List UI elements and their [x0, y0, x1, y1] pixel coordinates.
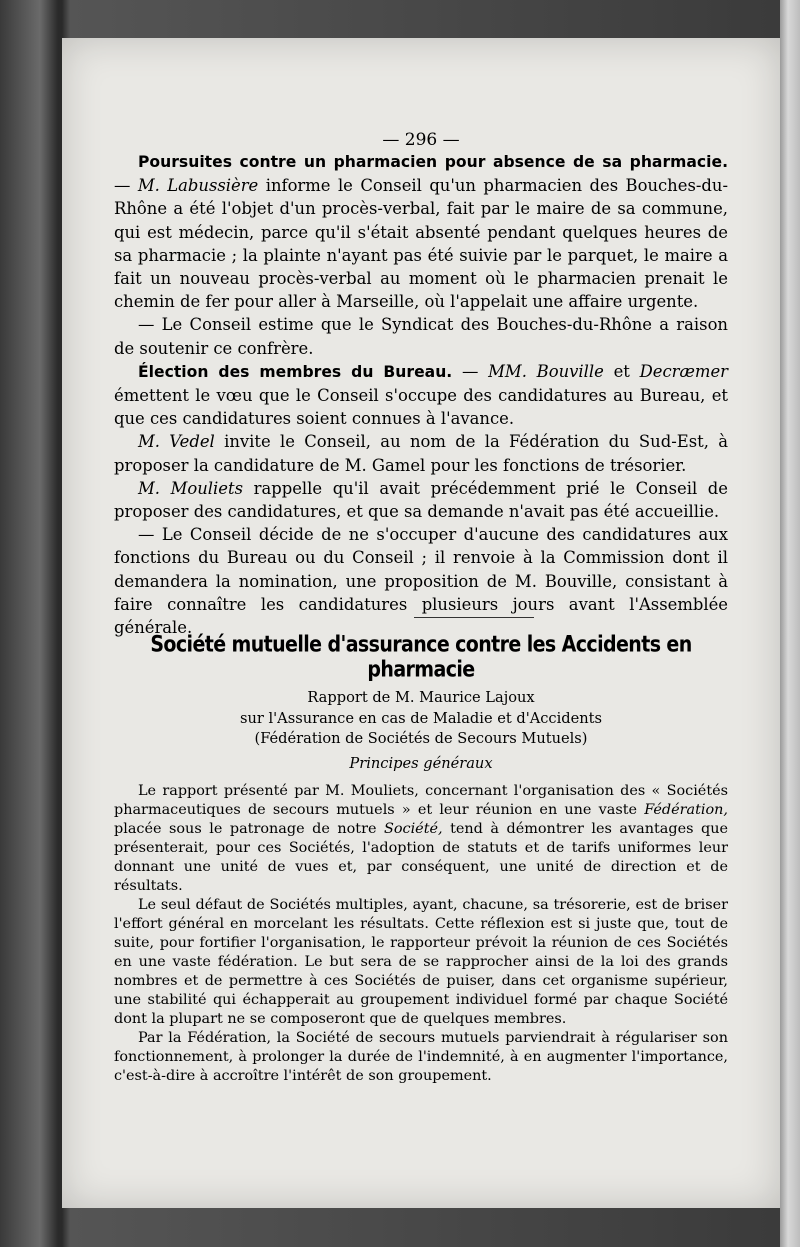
next-page-edge [780, 0, 800, 1247]
page-number: — 296 — [382, 130, 460, 150]
speaker-name: Decræmer [639, 361, 728, 381]
report-heading [114, 688, 728, 750]
report-paragraph-3: Par la Fédération, la Société de secours mutuels parviendrait à régulariser son fonctionnement, à prolonger la durée de l'indemnité, à en augmenter l'importance, c'est-à-dire à accroître l'intérêt de son groupement. [114, 1030, 728, 1084]
principes-heading: Principes généraux [349, 755, 493, 772]
dash: — [452, 361, 489, 381]
report-subtitle-line: sur l'Assurance en cas de Maladie et d'Accidents [240, 709, 602, 727]
paragraph-text: invite le Conseil, au nom de la Fédération du Sud-Est, à proposer la candidature de M. Gamel pour les fonctions de trésorier. [114, 432, 729, 475]
speaker-name: M. Vedel [138, 432, 215, 452]
speaker-name: M. Mouliets [138, 478, 243, 498]
speaker-name: MM. Bouville [488, 361, 604, 381]
italic-term: Société, [384, 821, 443, 837]
section-divider [414, 617, 534, 618]
italic-term: Fédération, [644, 802, 728, 818]
paragraph-text: émettent le vœu que le Conseil s'occupe des candidatures au Bureau, et que ces candidatures soient connues à l'avance. [114, 386, 728, 429]
conjunction: et [603, 361, 640, 381]
report-title-line: Rapport de M. Maurice Lajoux [307, 689, 535, 706]
report-body [114, 782, 728, 1086]
paragraph-text: Le rapport présenté par M. Mouliets, concernant l'organisation des « Sociétés pharmaceutiques de secours mutuels » et leur réunion en une vaste [114, 783, 728, 818]
conseil-decide-paragraph: — Le Conseil décide de ne s'occuper d'aucune des candidatures aux fonctions du Bureau ou du Conseil ; il renvoie à la Commission dont il demandera la nomination, une proposition de M. Bouville, consistant à faire connaître les candidatures plusieurs jours avant l'Assemblée générale. [114, 525, 728, 638]
report-paragraph-2: Le seul défaut de Sociétés multiples, ayant, chacune, sa trésorerie, est de briser l'effort général en morcelant les résultats. Cette réflexion est si juste que, tout de suite, pour fortifier l'organisation, le rapporteur prévoit la réunion de ces Sociétés en une vaste fédération. Le but sera de se rapprocher ainsi de la loi des grands nombres et de permettre à ces Sociétés de puiser, dans cet organisme supérieur, une stabilité qui échapperait au groupement individuel formé par chaque Société dont la plupart ne se composeront que de quelques membres. [114, 897, 728, 1027]
society-heading: Société mutuelle d'assurance contre les Accidents en pharmacie [150, 631, 692, 683]
paragraph-text: tend à démontrer les avantages que présenterait, pour ces Sociétés, l'adoption de statuts et de tarifs uniformes leur donnant une unité de vues et, par conséquent, une unité de direction et de résultats. [114, 821, 728, 894]
paragraph-text: placée sous le patronage de notre [114, 821, 384, 837]
pharmacien-paragraph [114, 150, 728, 313]
report-federation-line: (Fédération de Sociétés de Secours Mutuels) [254, 730, 588, 747]
paragraph-text: rappelle qu'il avait précédemment prié le Conseil de proposer des candidatures, et que sa demande n'avait pas été accueillie. [114, 478, 728, 522]
conseil-estime-paragraph: — Le Conseil estime que le Syndicat des Bouches-du-Rhône a raison de soutenir ce confrère. [114, 315, 728, 358]
vedel-paragraph [114, 430, 728, 476]
pharmacien-heading: Poursuites contre un pharmacien pour absence de sa pharmacie. [138, 153, 728, 171]
paragraph-text: informe le Conseil qu'un pharmacien des Bouches-du-Rhône a été l'objet d'un procès-verbal, fait par le maire de sa commune, qui est médecin, parce qu'il s'était absenté pendant quelques heures de sa pharmacie ; la plainte n'ayant pas été suivie par le parquet, le maire a fait un nouveau procès-verbal au moment où le pharmacien prenait le chemin de fer pour aller à Marseille, où l'appelait une affaire urgente. [114, 176, 728, 312]
election-paragraph [114, 360, 728, 431]
council-minutes [114, 150, 728, 639]
election-heading: Élection des membres du Bureau. [138, 362, 453, 381]
dash: — [114, 176, 138, 196]
mouliets-paragraph [114, 477, 728, 523]
speaker-name: M. Labussière [137, 176, 259, 196]
report-paragraph-1 [114, 782, 728, 896]
